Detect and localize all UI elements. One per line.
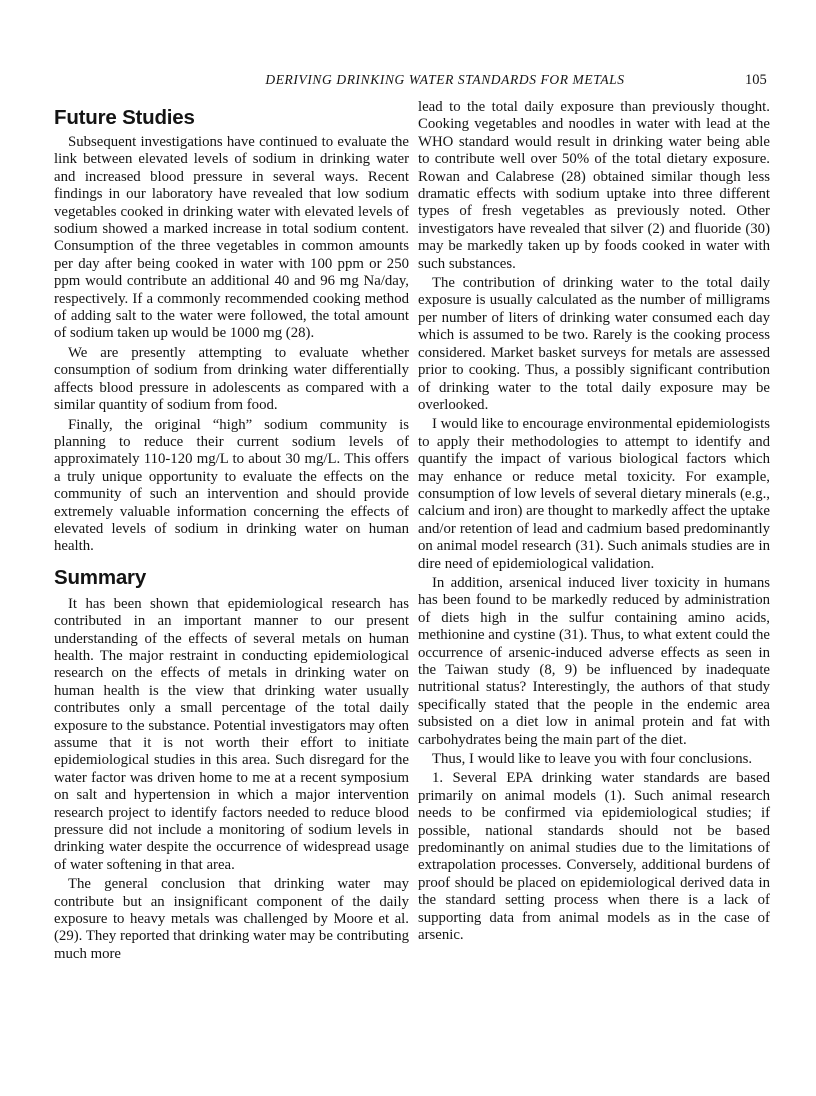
future-studies-paragraph-3: Finally, the original “high” sodium community is planning to reduce their current sodium levels of approximately 110-120 mg/L to about 30 mg/L. This offers a truly unique opportunity to evaluate the effects on the community of such an intervention and should provide extremely valuable information concerning the effects of elevated levels of sodium in drinking water on human health. <box>54 416 409 555</box>
running-head-title: DERIVING DRINKING WATER STANDARDS FOR METALS <box>265 72 625 87</box>
summary-paragraph-2: The general conclusion that drinking water may contribute but an insignificant component of the daily exposure to heavy metals was challenged by Moore et al. (29). They reported that drinking water may be contributing much more <box>54 876 409 962</box>
page-number: 105 <box>745 72 767 88</box>
right-paragraph-3: I would like to encourage environmental epidemiologists to apply their methodologies to attempt to identify and quantify the impact of various biological factors which may enhance or reduce metal toxicity. For example, consumption of low levels of several dietary minerals (e.g., calcium and iron) are thought to markedly affect the uptake and/or retention of lead and cadmium based predominantly on animal model research (31). Such animals studies are in dire need of epidemiological validation. <box>418 416 770 572</box>
future-studies-heading: Future Studies <box>54 106 195 129</box>
right-paragraph-4: In addition, arsenical induced liver toxicity in humans has been found to be markedly reduced by administration of diets high in the sulfur containing amino acids, methionine and cystine (31). Thus, to what extent could the occurrence of arsenic-induced adverse effects as seen in the Taiwan study (8, 9) be influenced by inadequate nutritional status? Interestingly, the authors of that study specifically stated that the people in the endemic area subsisted on a diet low in animal protein and fat with carbohydrates being the main part of the diet. <box>418 574 770 748</box>
future-studies-paragraph-1: Subsequent investigations have continued to evaluate the link between elevated levels of sodium in drinking water and increased blood pressure in several ways. Recent findings in our laboratory have revealed that low sodium vegetables cooked in drinking water with elevated levels of sodium showed a marked increase in total sodium content. Consumption of the three vegetables in common amounts per day after being cooked in water with 100 ppm or 250 ppm would contribute an additional 40 and 96 mg Na/day, respectively. If a commonly recommended cooking method of adding salt to the water were followed, the total amount of sodium taken up would be 1000 mg (28). <box>54 134 409 342</box>
right-paragraph-5: Thus, I would like to leave you with four conclusions. <box>432 751 753 768</box>
summary-heading: Summary <box>54 565 147 589</box>
summary-paragraph-1: It has been shown that epidemiological research has contributed in an important manner to our present understanding of the effects of several metals on human health. The major restraint in conducting epidemiological research on the effects of metals in drinking water on human health is the view that drinking water usually contributes only a small percentage of the total daily exposure to the substance. Potential investigators may often assume that it is not worth their effort to initiate epidemiological studies in this area. Such disregard for the water factor was driven home to me at a recent symposium on salt and hypertension in which a major intervention research project to identify factors needed to reduce blood pressure did not include a monitoring of sodium levels in drinking water despite the occurrence of widespread usage of water softening in that area. <box>54 595 409 873</box>
left-column <box>54 100 409 965</box>
right-paragraph-6: 1. Several EPA drinking water standards are based primarily on animal models (1). Such animal research needs to be confirmed via epidemiological studies; if possible, national standards should not be based predominantly on animal studies due to the limitations of extrapolation processes. Conversely, additional burdens of proof should be placed on epidemiological derived data in the standard setting process when there is a lack of supporting data from animal models as in the case of arsenic. <box>418 770 770 944</box>
right-paragraph-2: The contribution of drinking water to the total daily exposure is usually calculated as the number of milligrams per number of liters of drinking water consumed each day which is assumed to be two. Rarely is the cooking process considered. Market basket surveys for metals are assessed prior to cooking. Thus, a possibly significant contribution of drinking water to the total daily exposure may be overlooked. <box>418 275 770 413</box>
right-column <box>418 99 770 947</box>
future-studies-paragraph-2: We are presently attempting to evaluate whether consumption of sodium from drinking water differentially affects blood pressure in adolescents as compared with a similar quantity of sodium from food. <box>54 344 409 414</box>
right-paragraph-1: lead to the total daily exposure than previously thought. Cooking vegetables and noodles in water with lead at the WHO standard would result in drinking water being able to contribute well over 50% of the total dietary exposure. Rowan and Calabrese (28) obtained similar though less dramatic effects with sodium uptake into three different types of fresh vegetables as previously noted. Other investigators have revealed that silver (2) and fluoride (30) may be markedly taken up by foods cooked in water with such substances. <box>418 99 770 272</box>
